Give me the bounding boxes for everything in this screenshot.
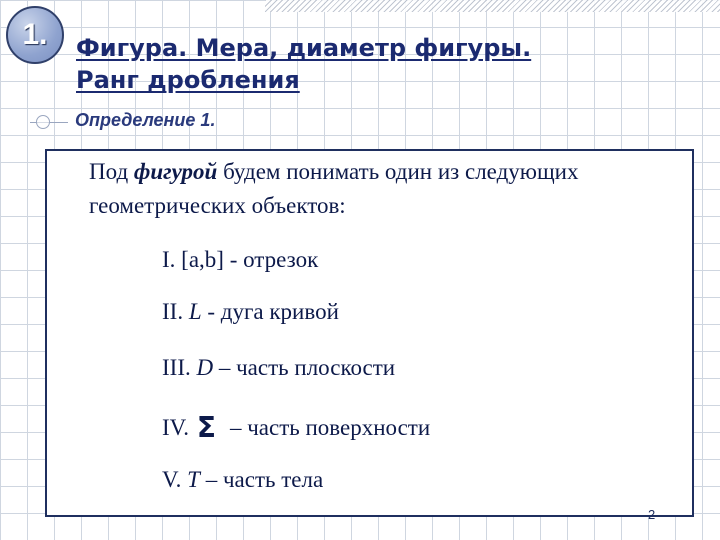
definition-box: [45, 149, 694, 517]
slide-title: [76, 32, 676, 96]
title-line-1: Фигура. Мера, диаметр фигуры.: [76, 34, 532, 62]
intro-prefix: Под: [89, 159, 134, 184]
page-number: 2: [648, 507, 656, 522]
item-text: – часть плоскости: [213, 355, 396, 380]
item-symbol: D: [196, 355, 214, 380]
item-symbol: T: [187, 467, 200, 492]
item-numeral: IV.: [162, 415, 195, 440]
slide-number-badge: [6, 6, 64, 64]
list-item-surface-part: [162, 411, 430, 444]
intro-emphasis: фигурой: [133, 159, 218, 184]
item-numeral: II.: [162, 299, 189, 324]
item-numeral: I.: [162, 247, 182, 272]
list-item-plane-part: [162, 355, 395, 381]
list-item-curve-arc: [162, 299, 339, 325]
definition-heading-row: [30, 108, 450, 136]
bullet-circle-icon: [36, 115, 50, 129]
intro-suffix: будем понимать один из следующих геометрических объектов:: [89, 159, 579, 218]
list-item-body-part: [162, 467, 323, 493]
item-numeral: III.: [162, 355, 197, 380]
badge-label: 1.: [22, 18, 48, 51]
sigma-symbol: Σ: [196, 411, 216, 444]
list-item-segment: [162, 247, 318, 273]
item-text: - дуга кривой: [201, 299, 339, 324]
item-text: – часть тела: [199, 467, 324, 492]
definition-label: Определение 1.: [75, 110, 216, 130]
header-hatch-band: [265, 0, 720, 12]
item-numeral: V.: [162, 467, 188, 492]
item-symbol: L: [188, 299, 202, 324]
item-text: – часть поверхности: [229, 415, 431, 440]
title-line-2: Ранг дробления: [76, 66, 300, 94]
definition-text: [89, 155, 649, 223]
item-text: [a,b] - отрезок: [181, 247, 319, 272]
